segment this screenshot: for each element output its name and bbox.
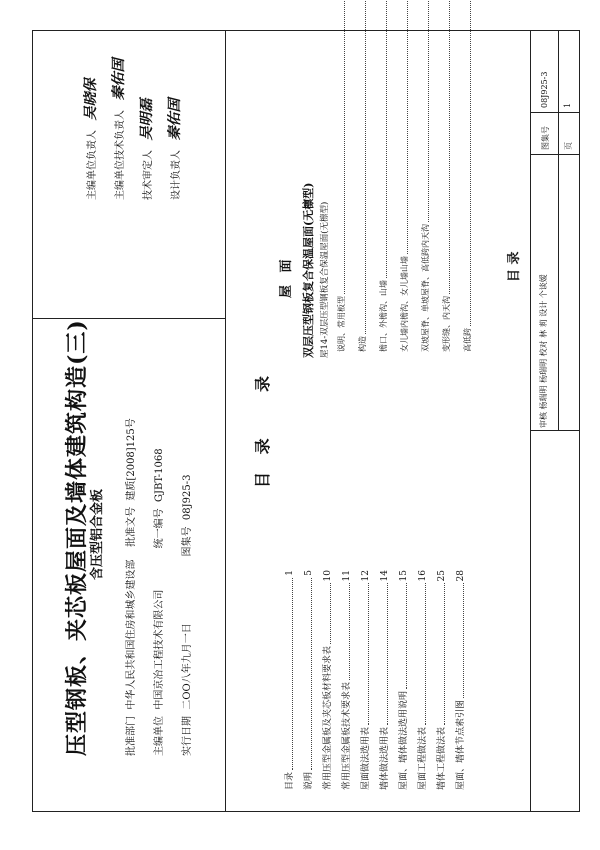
title-block-rule [530,154,580,155]
toc-item-title: 常用压型金属板技术要求表 [342,681,352,790]
toc-item-title: 常用压型金属板及夹芯板材料要求表 [323,645,333,790]
toc-item-page: 11 [342,570,352,582]
leader-dots [386,0,387,278]
leader-dots [349,583,350,680]
roof-item [399,0,410,352]
info-label: 统一编号 [154,508,165,549]
title-block-divider [530,30,531,812]
cover-subtitle: 含压型铝合金板 [90,488,105,580]
leader-dots [425,583,426,725]
toc-item-page: 16 [418,570,428,582]
info-label: 主编单位 [154,716,165,756]
responsible-row-4 [164,98,184,200]
toc-item-page: 15 [399,570,409,582]
toc-item [453,570,466,790]
title-block-rule [530,112,580,113]
info-value: 建质[2008]125号 [126,418,137,501]
subsection-note: 屋14-双层压型钢板复合保温屋面(无檩型) [320,201,330,358]
toc-item-page: 5 [304,570,314,576]
toc-item-page: 25 [437,570,447,582]
toc-item-page: 10 [323,570,333,582]
cover-info-row-1 [122,418,137,756]
toc-item [396,570,409,790]
leader-dots [470,0,471,326]
info-label: 批准部门 [126,716,137,756]
title-block-title: 目 录 [507,251,522,282]
title-block-inner-rule [558,30,559,430]
page-label: 页 [564,142,573,150]
roof-item-title: 女儿墙内檐沟、女儿墙山墙 [400,256,409,352]
leader-dots [330,583,331,644]
leader-dots [292,578,293,770]
info-value: 08J925-3 [182,474,193,521]
toc-item-title: 屋面工程做法表 [418,726,428,790]
roof-item-title: 构造 [358,336,367,352]
toc-item [377,570,390,790]
signature: 吴明磊 [139,98,155,141]
info-value: GJBT-1068 [154,448,165,502]
leader-dots [368,583,369,725]
roof-item [420,0,431,352]
leader-dots [449,0,450,294]
toc-item [434,570,447,790]
roof-item-title: 双坡屋脊、单坡屋脊、高低跨内天沟 [421,224,430,352]
toc-item-title: 说明 [304,771,314,790]
roof-item [441,0,452,352]
info-label: 图集号 [182,526,193,557]
cover-info-row-2 [150,448,165,756]
info-value: 二OO八年九月一日 [182,623,193,710]
cover-title: 压型钢板、夹芯板屋面及墙体建筑构造(三) [64,319,90,756]
roof-item-title: 檐口、外檐沟、山墙 [379,280,388,352]
title-block-row: 审核 杨瑞明 杨瑞明 校对 林 莉 设计 个谈嫒 [539,274,548,428]
leader-dots [387,583,388,725]
role-label: 主编单位负责人 [87,130,98,200]
toc-item-title: 屋面、墙体节点索引图 [456,699,466,790]
roof-item [378,0,389,352]
title-block-rule [530,430,580,431]
toc-item-page: 1 [285,570,295,576]
toc-item-title: 墙体工程做法表 [437,726,447,790]
roof-item [336,0,347,352]
leader-dots [406,583,407,689]
toc-item [415,570,428,790]
role-label: 技术审定人 [143,150,154,200]
leader-dots [463,583,464,698]
toc-item-page: 28 [456,570,466,582]
info-label: 实行日期 [182,716,193,756]
roof-item [462,0,473,352]
role-label: 主编单位技术负责人 [115,110,126,200]
roof-item-title: 高低跨 [463,328,472,352]
info-label: 批准文号 [126,506,137,547]
toc-item-title: 墙体做法选用表 [380,726,390,790]
responsible-row-1 [80,78,100,200]
toc-item [282,570,295,790]
toc-item [358,570,371,790]
responsible-row-3 [136,98,156,200]
roof-item-title: 变形缝、内天沟 [442,296,451,352]
leader-dots [365,0,366,334]
section-heading: 屋 面 [279,255,294,298]
toc-item-title: 目录 [285,771,295,790]
toc-left-heading: 目 录 [253,432,272,488]
leader-dots [344,0,345,294]
info-value: 中华人民共和国住房和城乡建设部 [126,559,137,710]
toc-item [320,570,333,790]
toc-item-title: 屋面、墙体做法选用说明 [399,690,409,790]
cover-info-row-3 [178,475,193,756]
roof-item [357,0,368,352]
leader-dots [428,0,429,222]
atlas-number-value: 08J925-3 [540,71,549,108]
cover-divider [225,30,226,812]
info-value: 中国京冶工程技术有限公司 [154,589,165,710]
signature: 秦佑国 [167,98,183,141]
page-value: 1 [563,102,572,108]
leader-dots [407,0,408,254]
responsible-row-2 [108,58,128,200]
toc-item [339,570,352,790]
signature: 秦佑国 [111,58,127,101]
roof-item-title: 说明、常用板型 [337,296,346,352]
toc-item-page: 12 [361,570,371,582]
subsection-heading: 双层压型钢板复合保温屋面(无檩型) [302,182,315,358]
toc-right-heading: 录 [253,375,272,392]
atlas-number-label: 图集号 [541,126,550,150]
role-label: 设计负责人 [171,150,182,200]
toc-item [301,570,314,790]
signature: 吴晓保 [83,78,99,121]
toc-item-title: 屋面做法选用表 [361,726,371,790]
toc-item-page: 14 [380,570,390,582]
leader-dots [311,578,312,770]
leader-dots [444,583,445,725]
